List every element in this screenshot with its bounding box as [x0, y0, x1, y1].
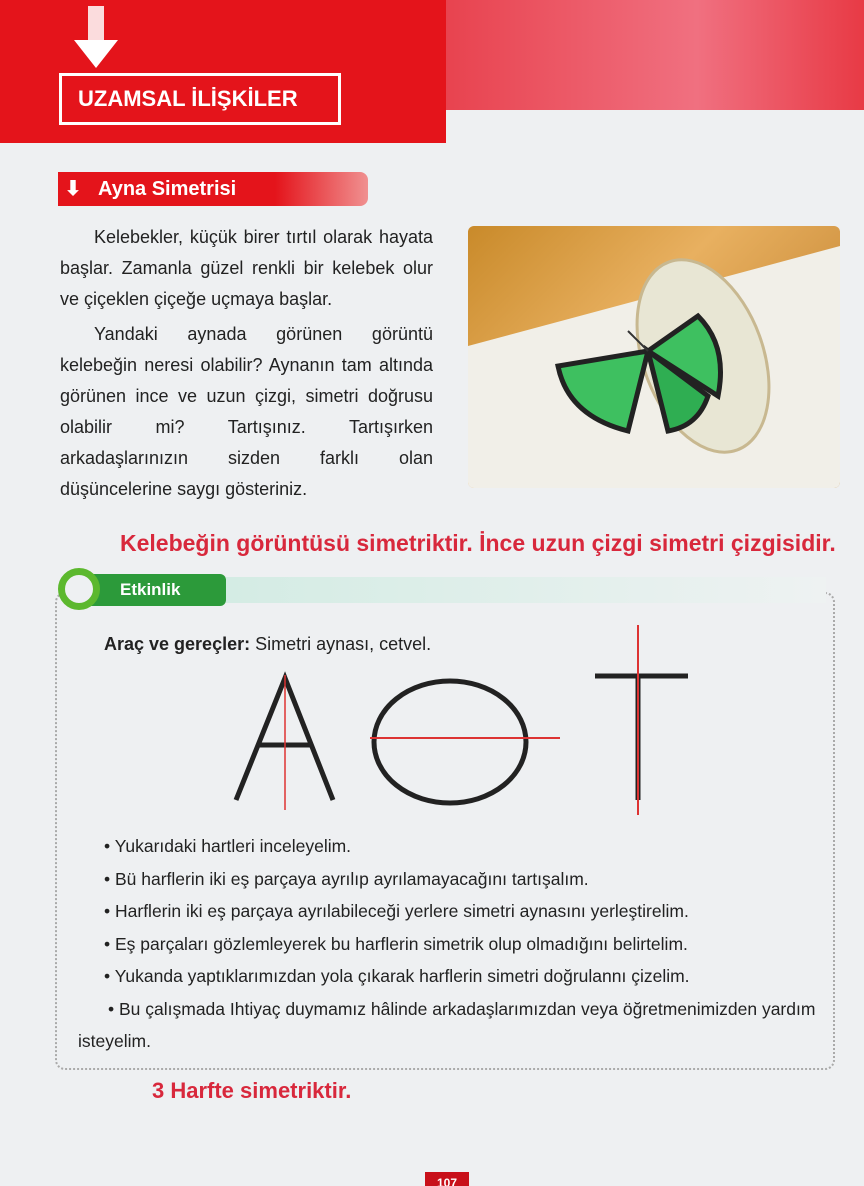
- intro-paragraph-1: Kelebekler, küçük birer tırtıl olarak hayata başlar. Zamanla güzel renkli bir kelebek olur ve çiçeklen çiçeğe uçmaya başlar.: [60, 227, 433, 309]
- letters-figure: [220, 620, 700, 820]
- chapter-title: UZAMSAL İLİŞKİLER: [59, 73, 341, 125]
- intro-paragraph-2: Yandaki aynada görünen görüntü kelebeğin neresi olabilir? Aynanın tam altında görünen ince ve uzun çizgi, simetri doğrusu olabilir mi? Tartışınız. Tartışırken arkadaşlarınızın sizden farklı olan düşüncelerine saygı gösteriniz.: [60, 324, 433, 499]
- handwritten-answer-1: Kelebeğin görüntüsü simetriktir. İnce uzun çizgi simetri çizgisidir.: [120, 530, 836, 556]
- bullet-item: • Bu çalışmada Ihtiyaç duymamız hâlinde arkadaşlarımızdan veya öğretmenimizden yardım isteyelim.: [78, 998, 816, 1051]
- header-decor: [446, 0, 864, 110]
- section-title-text: Ayna Simetrisi: [98, 178, 237, 200]
- letter-t: [595, 625, 688, 815]
- tools-value: Simetri aynası, cetvel.: [250, 634, 432, 654]
- letter-a: [236, 675, 333, 810]
- handwritten-answer-2: 3 Harfte simetriktir.: [152, 1078, 352, 1103]
- bullet-item: • Yukanda yaptıklarımızdan yola çıkarak harflerin simetri doğrulannı çizelim.: [104, 966, 690, 986]
- bullet-item: • Eş parçaları gözlemleyerek bu harflerin simetrik olup olmadığını belirtelim.: [104, 933, 688, 954]
- bullet-item: • Yukarıdaki hartleri inceleyelim.: [104, 836, 352, 856]
- activity-header-strip: [226, 577, 826, 603]
- activity-bullets: [78, 830, 823, 1058]
- section-title: [58, 172, 368, 206]
- butterfly-mirror-photo: [468, 226, 840, 488]
- letter-o: [370, 681, 560, 803]
- bullet-item: • Harflerin iki eş parçaya ayrılabileceği yerlere simetri aynasını yerleştirelim.: [104, 901, 689, 921]
- page-number: 107: [425, 1172, 469, 1186]
- activity-label: Etkinlik: [82, 574, 226, 606]
- bullet-item: • Bü harflerin iki eş parçaya ayrılıp ayrılamayacağını tartışalım.: [104, 868, 589, 889]
- intro-text: [60, 222, 433, 505]
- activity-cycle-icon: [58, 568, 100, 610]
- down-arrow-icon: ⬇: [64, 178, 82, 200]
- down-arrow-icon: [74, 6, 118, 68]
- tools-label: Araç ve gereçler:: [104, 634, 251, 654]
